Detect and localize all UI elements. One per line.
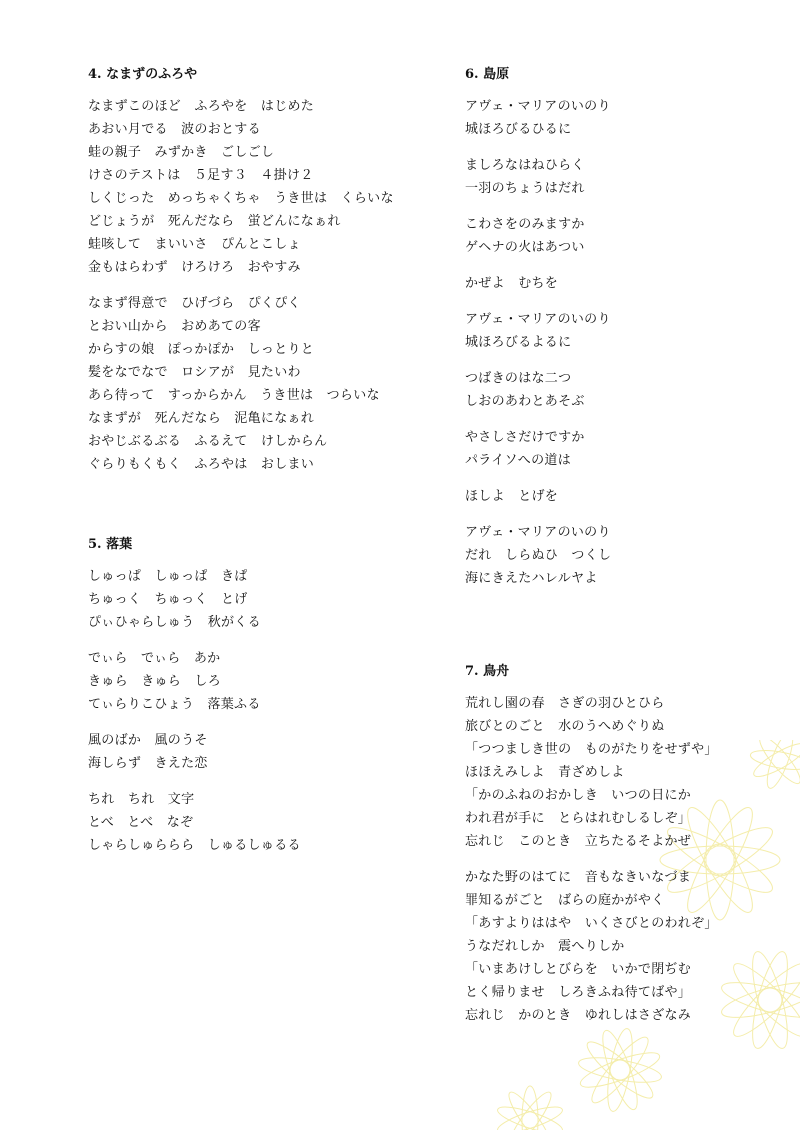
lyric-line: やさしさだけですか bbox=[465, 430, 585, 445]
lyric-line: 「つつましき世の ものがたりをせずや」 bbox=[465, 742, 718, 757]
lyric-line: ましろなはねひらく bbox=[465, 158, 585, 173]
lyric-line: われ君が手に とらはれむしるしぞ」 bbox=[465, 811, 692, 826]
lyric-line: とおい山から おめあての客 bbox=[88, 319, 261, 334]
song-6-stanza-5 bbox=[465, 308, 785, 354]
lyric-line: アヴェ・マリアのいのり bbox=[465, 99, 611, 114]
lyric-line: アヴェ・マリアのいのり bbox=[465, 312, 611, 327]
lyric-line: 海しらず きえた恋 bbox=[88, 756, 208, 771]
lyric-line: なまずこのほど ふろやを はじめた bbox=[88, 99, 315, 114]
lyric-line: 蛙の親子 みずかき ごしごし bbox=[88, 145, 275, 160]
song-6-stanza-7 bbox=[465, 426, 785, 472]
song-4-title: 4. なまずのふろや bbox=[88, 67, 198, 82]
song-6 bbox=[465, 65, 785, 603]
lyric-line: ほしよ とげを bbox=[465, 489, 559, 504]
lyric-line: 忘れじ かのとき ゆれしはさざなみ bbox=[465, 1008, 692, 1023]
song-4 bbox=[88, 65, 448, 489]
lyric-line: 「いまあけしとびらを いかで閉ぢむ bbox=[465, 962, 692, 977]
lyric-line: きゅら きゅら しろ bbox=[88, 674, 222, 689]
lyric-line: でぃら でぃら あか bbox=[88, 651, 221, 666]
lyric-line: こわさをのみますか bbox=[465, 217, 585, 232]
lyric-line: とく帰りませ しろきふね待てばや」 bbox=[465, 985, 692, 1000]
lyric-line: 城ほろびるひるに bbox=[465, 122, 572, 137]
lyric-line: 髪をなでなで ロシアが 見たいわ bbox=[88, 365, 301, 380]
lyric-line: うなだれしか 震へりしか bbox=[465, 939, 625, 954]
lyric-line: 荒れし園の春 さぎの羽ひとひら bbox=[465, 696, 665, 711]
lyric-line: だれ しらぬひ つくし bbox=[465, 548, 612, 563]
lyric-line: パライソへの道は bbox=[465, 453, 572, 468]
lyric-line: ゲヘナの火はあつい bbox=[465, 240, 585, 255]
lyric-line: アヴェ・マリアのいのり bbox=[465, 525, 611, 540]
song-5-title: 5. 落葉 bbox=[88, 537, 133, 552]
lyric-line: ぐらりもくもく ふろやは おしまい bbox=[88, 457, 315, 472]
lyric-line: しくじった めっちゃくちゃ うき世は くらいな bbox=[88, 191, 394, 206]
lyric-line: けさのテストは ５足す３ ４掛け２ bbox=[88, 168, 314, 183]
lyric-line: 蛙咳して まいいさ ぴんとこしょ bbox=[88, 237, 301, 252]
lyric-line: からすの娘 ぽっかぽか しっとりと bbox=[88, 342, 315, 357]
lyric-line: 風のばか 風のうそ bbox=[88, 733, 208, 748]
song-4-stanza-2 bbox=[88, 292, 448, 476]
song-6-stanza-4 bbox=[465, 272, 785, 295]
song-6-stanza-1 bbox=[465, 95, 785, 141]
lyric-line: かなた野のはてに 音もなきいなづま bbox=[465, 870, 692, 885]
lyric-line: ちゅっく ちゅっく とげ bbox=[88, 592, 248, 607]
song-7 bbox=[465, 662, 785, 1040]
lyric-line: どじょうが 死んだなら 蛍どんになぁれ bbox=[88, 214, 341, 229]
song-5-stanza-2 bbox=[88, 647, 448, 716]
lyric-line: とべ とべ なぞ bbox=[88, 815, 194, 830]
song-6-stanza-2 bbox=[465, 154, 785, 200]
song-7-stanza-2 bbox=[465, 866, 785, 1027]
song-7-title: 7. 鳥舟 bbox=[465, 664, 510, 679]
lyric-line: なまずが 死んだなら 泥亀になぁれ bbox=[88, 411, 315, 426]
song-4-stanza-1 bbox=[88, 95, 448, 279]
lyric-line: あら待って すっからかん うき世は つらいな bbox=[88, 388, 380, 403]
song-6-stanza-3 bbox=[465, 213, 785, 259]
lyric-line: つばきのはな二つ bbox=[465, 371, 572, 386]
lyric-line: なまず得意で ひげづら ぴくぴく bbox=[88, 296, 301, 311]
song-6-stanza-9 bbox=[465, 521, 785, 590]
song-5 bbox=[88, 535, 448, 870]
song-6-stanza-8 bbox=[465, 485, 785, 508]
lyric-line: ちれ ちれ 文字 bbox=[88, 792, 195, 807]
lyric-line: 罪知るがごと ばらの庭かがやく bbox=[465, 893, 665, 908]
lyric-line: 旅びとのごと 水のうへめぐりぬ bbox=[465, 719, 665, 734]
lyric-line: てぃらりこひょう 落葉ふる bbox=[88, 697, 261, 712]
song-6-stanza-6 bbox=[465, 367, 785, 413]
lyric-line: 海にきえたハレルヤよ bbox=[465, 571, 598, 586]
lyric-line: 一羽のちょうはだれ bbox=[465, 181, 585, 196]
lyric-line: おやじぶるぶる ふるえて けしからん bbox=[88, 434, 328, 449]
lyric-line: しゃらしゅららら しゅるしゅるる bbox=[88, 838, 301, 853]
lyric-line: ほほえみしよ 青ざめしよ bbox=[465, 765, 625, 780]
song-5-stanza-4 bbox=[88, 788, 448, 857]
lyric-line: 「あすよりははや いくさびとのわれぞ」 bbox=[465, 916, 718, 931]
lyric-line: 「かのふねのおかしき いつの日にか bbox=[465, 788, 692, 803]
lyric-line: 忘れじ このとき 立ちたるそよかぜ bbox=[465, 834, 692, 849]
song-7-stanza-1 bbox=[465, 692, 785, 853]
lyric-line: ぴぃひゃらしゅう 秋がくる bbox=[88, 615, 261, 630]
lyric-line: かぜよ むちを bbox=[465, 276, 559, 291]
lyric-line: 金もはらわず けろけろ おやすみ bbox=[88, 260, 301, 275]
lyric-line: しゅっぱ しゅっぱ きぱ bbox=[88, 569, 248, 584]
lyric-line: あおい月でる 波のおとする bbox=[88, 122, 261, 137]
lyric-line: 城ほろびるよるに bbox=[465, 335, 572, 350]
lyric-line: しおのあわとあそぶ bbox=[465, 394, 585, 409]
song-6-title: 6. 島原 bbox=[465, 67, 510, 82]
song-5-stanza-1 bbox=[88, 565, 448, 634]
song-5-stanza-3 bbox=[88, 729, 448, 775]
